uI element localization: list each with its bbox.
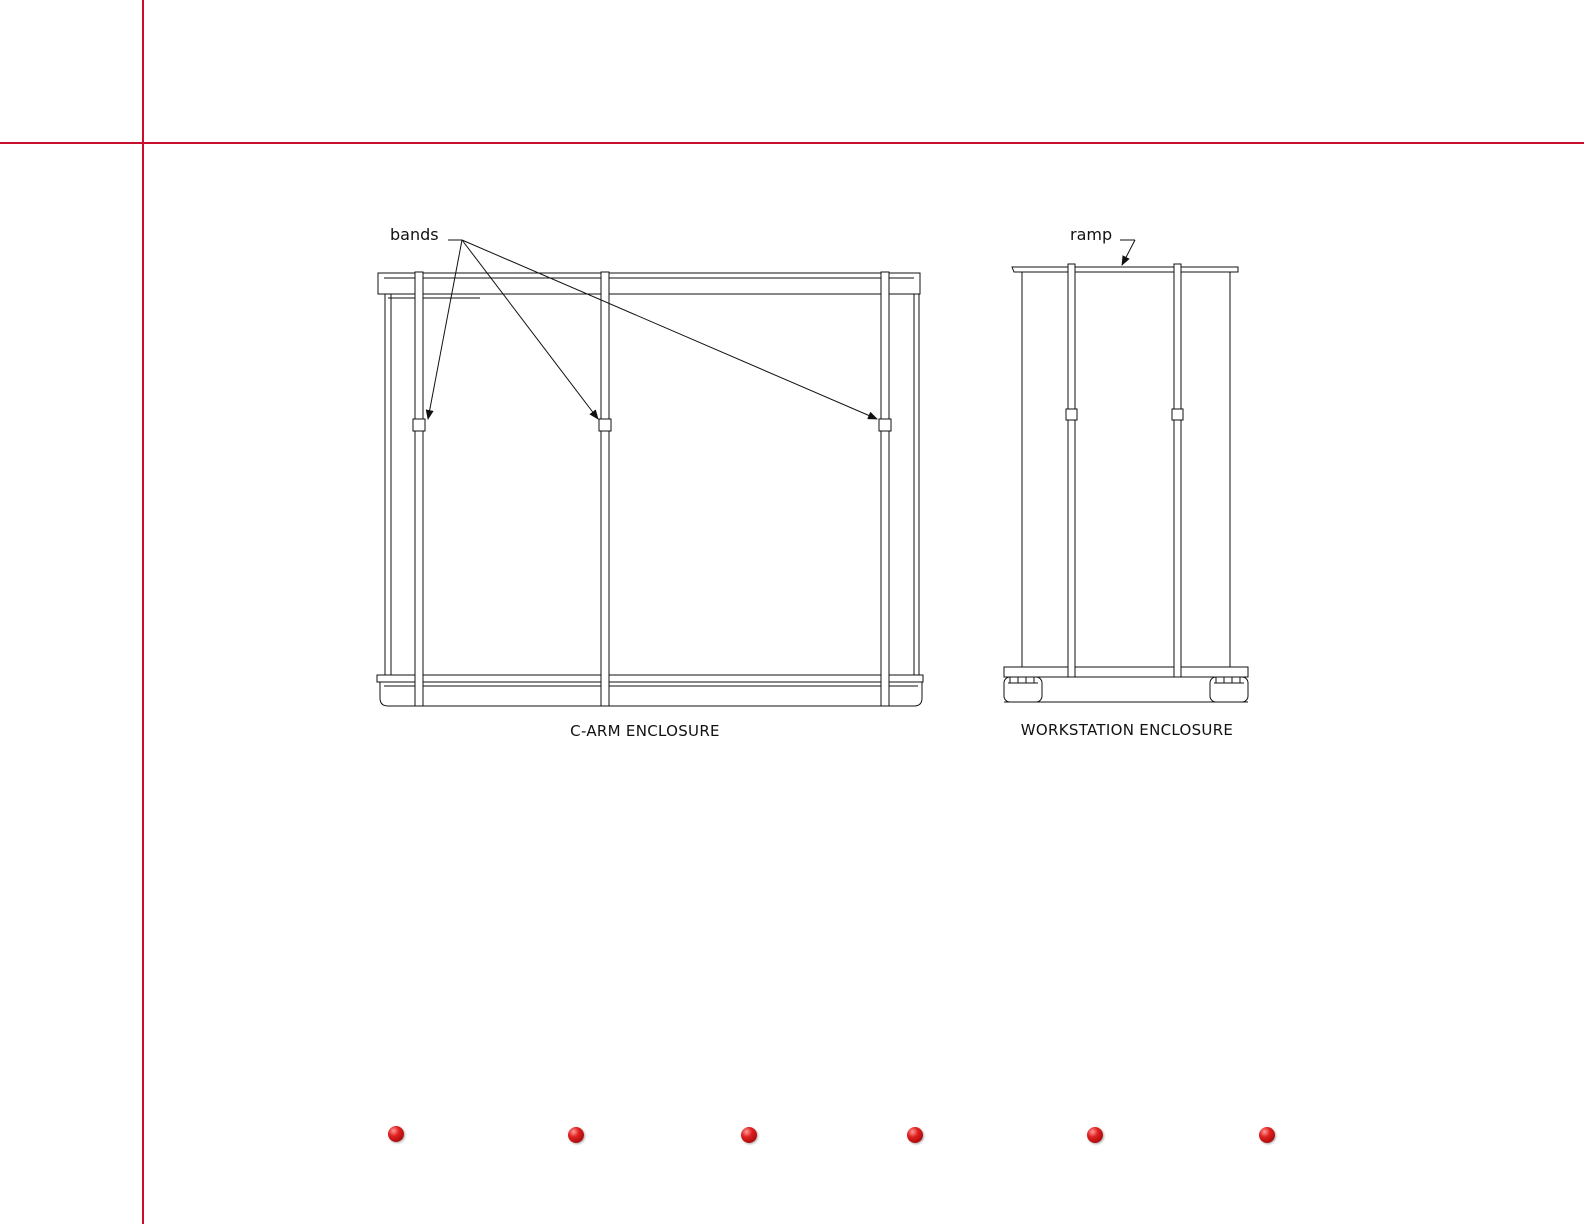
nav-dot-4[interactable] [907,1127,923,1143]
nav-dot-3[interactable] [741,1127,757,1143]
bands-leader-lines [428,240,877,419]
c-arm-band-2 [599,272,611,706]
right-foot-icon [1210,677,1248,702]
workstation-enclosure [1004,225,1248,739]
c-arm-enclosure [377,225,923,740]
nav-dot-2[interactable] [568,1127,584,1143]
c-arm-caption: C-ARM ENCLOSURE [570,722,720,740]
workstation-band-2 [1172,264,1183,677]
ramp-leader-line [1120,240,1135,265]
c-arm-band-1 [413,272,425,706]
ramp-plate [1012,267,1238,272]
c-arm-base [377,675,923,682]
c-arm-top-rail [378,273,920,294]
ramp-label: ramp [1070,225,1113,244]
nav-dot-5[interactable] [1087,1127,1103,1143]
c-arm-band-3 [879,272,891,706]
left-foot-icon [1004,677,1042,702]
nav-dot-6[interactable] [1259,1127,1275,1143]
nav-dot-1[interactable] [388,1126,404,1142]
workstation-band-1 [1066,264,1077,677]
bands-label: bands [390,225,439,244]
workstation-caption: WORKSTATION ENCLOSURE [1020,721,1234,739]
workstation-base [1004,667,1248,677]
